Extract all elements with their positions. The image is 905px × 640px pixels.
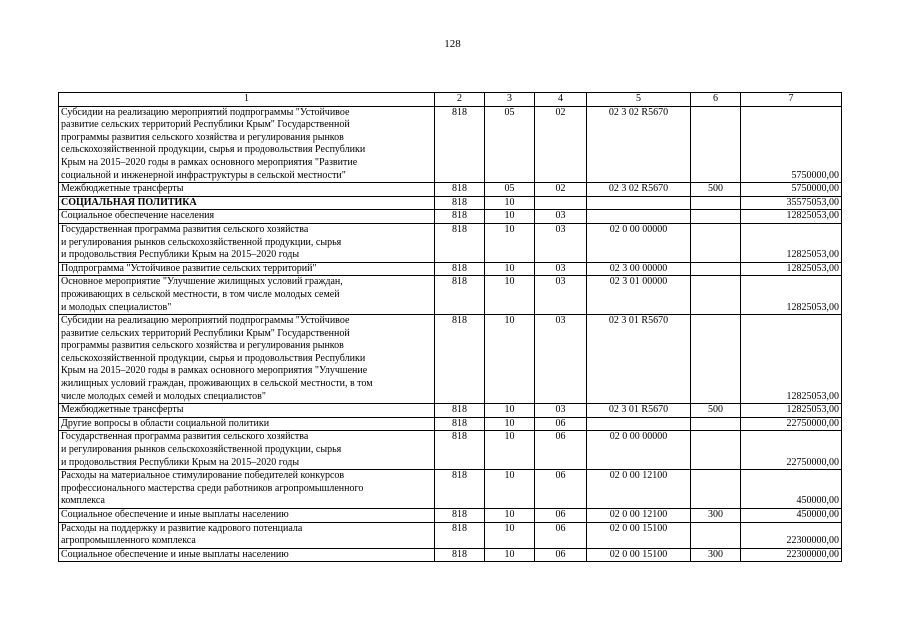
row-name-line: СОЦИАЛЬНАЯ ПОЛИТИКА [61,196,197,208]
row-name-line: Другие вопросы в области социальной политики [61,417,270,429]
header-cell: 7 [741,93,842,107]
section-code: 10 [485,522,535,548]
target-article-code [587,210,691,224]
row-name [59,548,435,562]
amount: 22300000,00 [741,522,842,548]
subsection-code: 03 [535,223,587,262]
target-article-code [587,417,691,431]
table-row [59,196,842,210]
subsection-code: 06 [535,470,587,509]
amount: 12825053,00 [741,404,842,418]
expense-type-code [691,210,741,224]
section-code: 10 [485,223,535,262]
row-name-line: программы развития сельского хозяйства и регулирования рынков [61,340,344,352]
expense-type-code: 300 [691,509,741,523]
row-name-line: Расходы на поддержку и развитие кадрового потенциала [61,522,303,534]
table-row [59,106,842,183]
row-name-line: жилищных условий граждан, проживающих в сельской местности, в том [61,378,373,390]
target-article-code: 02 0 00 00000 [587,223,691,262]
amount: 12825053,00 [741,223,842,262]
target-article-code: 02 3 01 R5670 [587,315,691,404]
amount: 12825053,00 [741,315,842,404]
budget-table [58,92,842,562]
grbs-code: 818 [435,509,485,523]
target-article-code: 02 3 00 00000 [587,262,691,276]
subsection-code: 06 [535,522,587,548]
table-row [59,522,842,548]
amount: 22300000,00 [741,548,842,562]
amount: 12825053,00 [741,210,842,224]
amount: 22750000,00 [741,431,842,470]
table-row [59,509,842,523]
row-name [59,404,435,418]
grbs-code: 818 [435,470,485,509]
target-article-code: 02 0 00 12100 [587,509,691,523]
section-code: 05 [485,106,535,183]
header-cell: 4 [535,93,587,107]
grbs-code: 818 [435,431,485,470]
row-name-line: развитие сельских территорий Республики Крым" Государственной [61,327,350,339]
row-name-line: сельскохозяйственной продукции, сырья и продовольствия Республики [61,352,366,364]
row-name-line: комплекса [61,495,105,507]
row-name-line: и молодых специалистов" [61,301,172,313]
amount: 5750000,00 [741,183,842,197]
subsection-code: 02 [535,106,587,183]
row-name [59,223,435,262]
row-name-line: сельскохозяйственной продукции, сырья и продовольствия Республики [61,144,366,156]
expense-type-code: 300 [691,548,741,562]
row-name [59,210,435,224]
header-cell: 1 [59,93,435,107]
amount: 22750000,00 [741,417,842,431]
grbs-code: 818 [435,276,485,315]
target-article-code: 02 3 02 R5670 [587,106,691,183]
row-name [59,470,435,509]
expense-type-code [691,262,741,276]
subsection-code: 03 [535,210,587,224]
row-name-line: числе молодых семей и молодых специалистов" [61,390,266,402]
header-cell: 6 [691,93,741,107]
section-code: 10 [485,548,535,562]
row-name-line: и регулирования рынков сельскохозяйственной продукции, сырья [61,236,342,248]
row-name [59,509,435,523]
subsection-code [535,196,587,210]
section-code: 10 [485,315,535,404]
row-name [59,262,435,276]
table-row [59,315,842,404]
table-row [59,548,842,562]
table-row [59,276,842,315]
expense-type-code: 500 [691,183,741,197]
row-name-line: социальной и инженерной инфраструктуры в сельской местности" [61,169,346,181]
subsection-code: 03 [535,404,587,418]
section-code: 10 [485,431,535,470]
grbs-code: 818 [435,548,485,562]
row-name-line: Государственная программа развития сельского хозяйства [61,223,309,235]
subsection-code: 03 [535,315,587,404]
amount: 450000,00 [741,509,842,523]
grbs-code: 818 [435,404,485,418]
amount: 5750000,00 [741,106,842,183]
row-name-line: Субсидии на реализацию мероприятий подпрограммы "Устойчивое [61,315,350,327]
row-name-line: Социальное обеспечение и иные выплаты населению [61,509,289,520]
section-code: 10 [485,417,535,431]
row-name-line: Социальное обеспечение и иные выплаты населению [61,548,289,560]
target-article-code: 02 0 00 15100 [587,522,691,548]
row-name-line: Подпрограмма "Устойчивое развитие сельских территорий" [61,262,317,274]
section-code: 10 [485,509,535,523]
amount: 12825053,00 [741,262,842,276]
expense-type-code [691,223,741,262]
row-name-line: Межбюджетные трансферты [61,404,184,416]
row-name-line: Межбюджетные трансферты [61,183,184,195]
amount: 450000,00 [741,470,842,509]
target-article-code: 02 0 00 12100 [587,470,691,509]
expense-type-code: 500 [691,404,741,418]
section-code: 10 [485,262,535,276]
target-article-code: 02 3 01 R5670 [587,404,691,418]
row-name-line: программы развития сельского хозяйства и регулирования рынков [61,131,344,143]
expense-type-code [691,196,741,210]
table-row [59,404,842,418]
target-article-code: 02 3 01 00000 [587,276,691,315]
header-cell: 5 [587,93,691,107]
row-name-line: и продовольствия Республики Крым на 2015–2020 годы [61,456,300,468]
table-row [59,262,842,276]
page-number: 128 [444,38,461,50]
row-name-line: Крым на 2015–2020 годы в рамках основного мероприятия "Развитие [61,156,358,168]
subsection-code: 03 [535,276,587,315]
expense-type-code [691,276,741,315]
row-name [59,522,435,548]
row-name-line: Государственная программа развития сельского хозяйства [61,431,309,443]
table-row [59,183,842,197]
row-name [59,417,435,431]
header-cell: 2 [435,93,485,107]
table-row [59,417,842,431]
expense-type-code [691,431,741,470]
amount: 35575053,00 [741,196,842,210]
amount: 12825053,00 [741,276,842,315]
row-name [59,315,435,404]
subsection-code: 06 [535,417,587,431]
target-article-code [587,196,691,210]
table-row [59,223,842,262]
grbs-code: 818 [435,522,485,548]
expense-type-code [691,106,741,183]
subsection-code: 03 [535,262,587,276]
row-name-line: Субсидии на реализацию мероприятий подпрограммы "Устойчивое [61,106,350,118]
row-name-line: Социальное обеспечение населения [61,210,215,222]
row-name-line: профессионального мастерства среди работников агропромышленного [61,482,364,494]
row-name-line: и регулирования рынков сельскохозяйственной продукции, сырья [61,444,342,456]
target-article-code: 02 0 00 00000 [587,431,691,470]
header-row [59,93,842,107]
expense-type-code [691,522,741,548]
section-code: 10 [485,210,535,224]
subsection-code: 02 [535,183,587,197]
subsection-code: 06 [535,548,587,562]
target-article-code: 02 0 00 15100 [587,548,691,562]
grbs-code: 818 [435,223,485,262]
section-code: 10 [485,470,535,509]
section-code: 10 [485,276,535,315]
target-article-code: 02 3 02 R5670 [587,183,691,197]
section-code: 10 [485,196,535,210]
grbs-code: 818 [435,106,485,183]
row-name-line: Крым на 2015–2020 годы в рамках основного мероприятия "Улучшение [61,365,368,377]
row-name [59,276,435,315]
section-code: 10 [485,404,535,418]
row-name [59,431,435,470]
expense-type-code [691,470,741,509]
grbs-code: 818 [435,315,485,404]
table-row [59,431,842,470]
grbs-code: 818 [435,183,485,197]
grbs-code: 818 [435,196,485,210]
expense-type-code [691,315,741,404]
row-name-line: развитие сельских территорий Республики Крым" Государственной [61,119,350,131]
row-name [59,196,435,210]
row-name [59,106,435,183]
row-name-line: Расходы на материальное стимулирование победителей конкурсов [61,470,345,482]
row-name-line: агропромышленного комплекса [61,535,196,547]
expense-type-code [691,417,741,431]
grbs-code: 818 [435,417,485,431]
section-code: 05 [485,183,535,197]
row-name-line: проживающих в сельской местности, в том числе молодых семей [61,288,340,300]
table-row [59,470,842,509]
subsection-code: 06 [535,431,587,470]
grbs-code: 818 [435,262,485,276]
subsection-code: 06 [535,509,587,523]
row-name-line: и продовольствия Республики Крым на 2015–2020 годы [61,249,300,261]
grbs-code: 818 [435,210,485,224]
header-cell: 3 [485,93,535,107]
row-name-line: Основное мероприятие "Улучшение жилищных условий граждан, [61,276,343,288]
row-name [59,183,435,197]
table-row [59,210,842,224]
